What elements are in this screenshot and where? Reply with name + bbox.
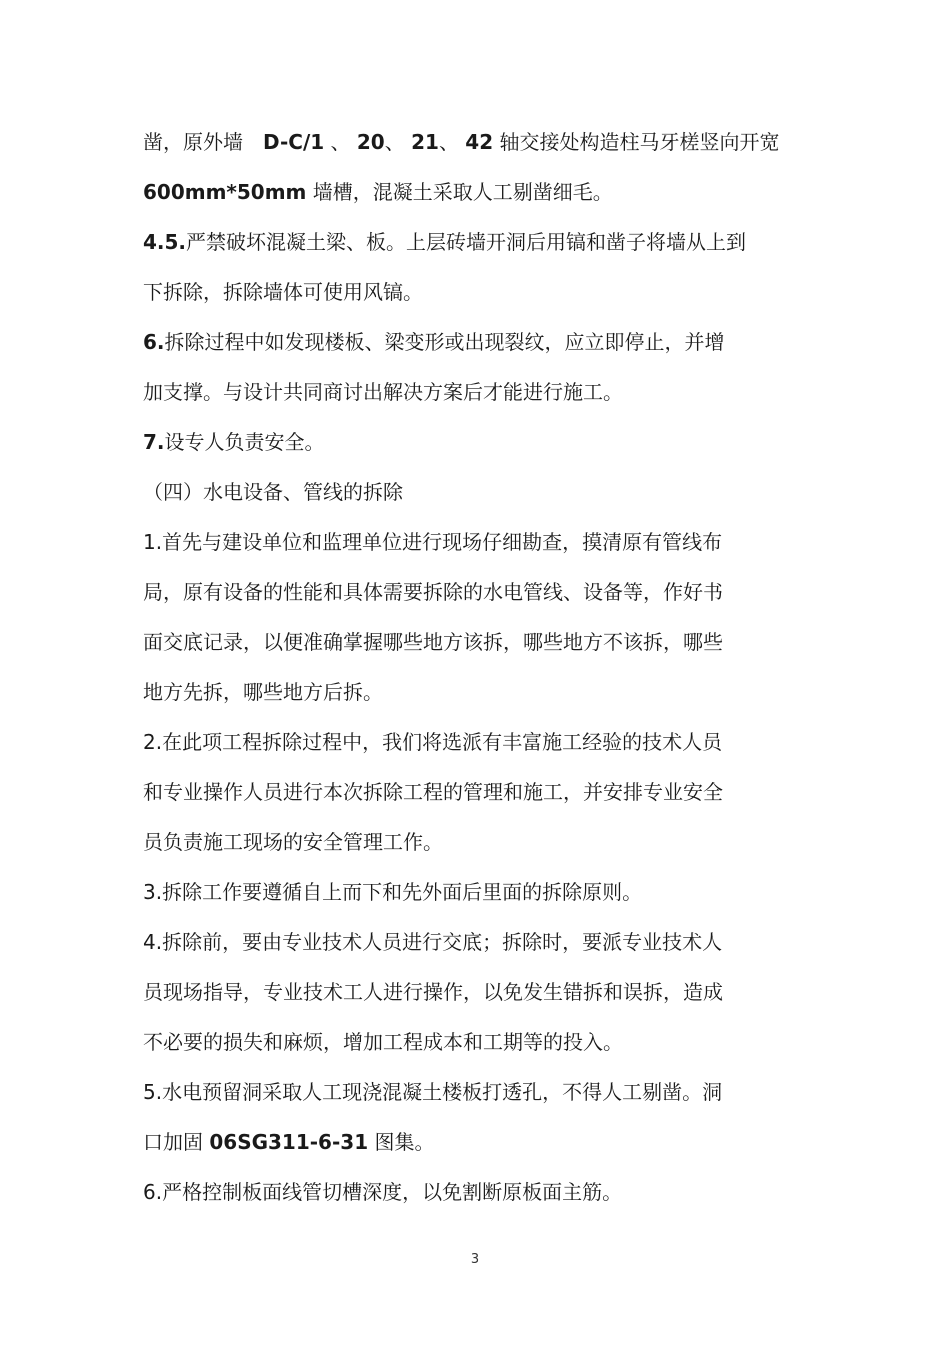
text-line-10: 局，原有设备的性能和具体需要拆除的水电管线、设备等，作好书: [143, 580, 723, 604]
text-line-22: 6.严格控制板面线管切槽深度，以免割断原板面主筋。: [143, 1180, 623, 1204]
text-line-17: 4.拆除前，要由专业技术人员进行交底；拆除时，要派专业技术人: [143, 930, 723, 954]
page-number: 3: [470, 1252, 480, 1267]
text-line-9: 1.首先与建设单位和监理单位进行现场仔细勘查，摸清原有管线布: [143, 530, 723, 554]
text-line-15: 员负责施工现场的安全管理工作。: [143, 830, 443, 854]
text-line-19: 不必要的损失和麻烦，增加工程成本和工期等的投入。: [143, 1030, 623, 1054]
text-line-11: 面交底记录，以便准确掌握哪些地方该拆，哪些地方不该拆，哪些: [143, 630, 723, 654]
text-line-3: 4.5.严禁破坏混凝土梁、板。上层砖墙开洞后用镐和凿子将墙从上到: [143, 230, 747, 254]
text-line-4: 下拆除，拆除墙体可使用风镐。: [143, 280, 423, 304]
text-line-12: 地方先拆，哪些地方后拆。: [143, 680, 383, 704]
text-line-1: 凿，原外墙 D-C/1 、 20、 21、 42 轴交接处构造柱马牙槎竖向开宽: [143, 130, 780, 154]
section-heading: （四）水电设备、管线的拆除: [143, 480, 403, 504]
text-line-7: 7.设专人负责安全。: [143, 430, 325, 454]
text-line-5: 6.拆除过程中如发现楼板、梁变形或出现裂纹，应立即停止，并增: [143, 330, 725, 354]
text-line-2: 600mm*50mm 墙槽，混凝土采取人工剔凿细毛。: [143, 180, 613, 204]
text-line-21: 口加固 06SG311-6-31 图集。: [143, 1130, 435, 1154]
text-line-13: 2.在此项工程拆除过程中，我们将选派有丰富施工经验的技术人员: [143, 730, 723, 754]
text-line-6: 加支撑。与设计共同商讨出解决方案后才能进行施工。: [143, 380, 623, 404]
text-line-20: 5.水电预留洞采取人工现浇混凝土楼板打透孔，不得人工剔凿。洞: [143, 1080, 723, 1104]
text-line-14: 和专业操作人员进行本次拆除工程的管理和施工，并安排专业安全: [143, 780, 723, 804]
text-line-18: 员现场指导，专业技术工人进行操作，以免发生错拆和误拆，造成: [143, 980, 723, 1004]
text-line-16: 3.拆除工作要遵循自上而下和先外面后里面的拆除原则。: [143, 880, 643, 904]
